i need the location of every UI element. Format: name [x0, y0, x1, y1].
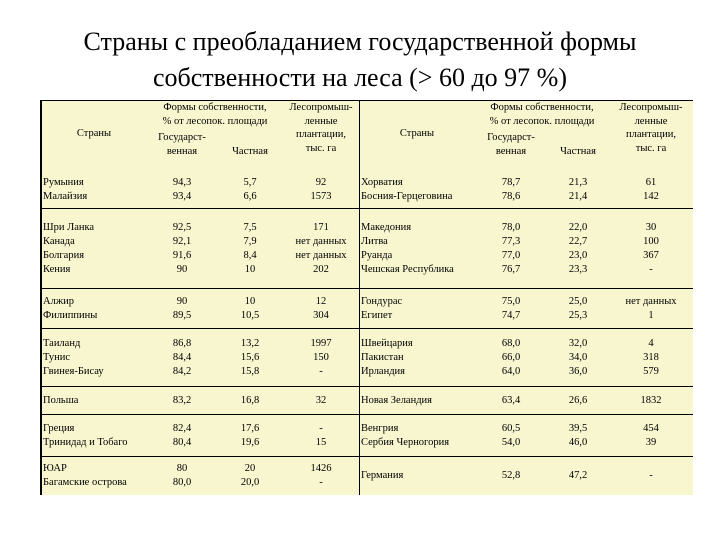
left-country-cell: Польша	[43, 395, 79, 406]
left-private-share-cell: 15,6	[240, 352, 260, 363]
right-state-share-cell: 78,0	[501, 222, 521, 233]
right-country-cell: Литва	[361, 236, 388, 247]
row-divider	[41, 456, 693, 457]
left-state-share-cell: 91,6	[172, 250, 192, 261]
left-country-cell: Филиппины	[43, 310, 98, 321]
right-plantations-cell: 100	[643, 236, 659, 247]
left-private-share-cell: 7,5	[243, 222, 257, 233]
left-country-cell: Гвинея-Бисау	[43, 366, 104, 377]
left-plantations-cell: 202	[313, 264, 329, 275]
header-forms-left: Формы собственности, % от лесопок. площади	[162, 102, 268, 127]
title-line-2: собственности на леса (> 60 до 97 %)	[152, 63, 567, 92]
right-plantations-cell: 454	[643, 423, 659, 434]
right-country-cell: Чешская Республика	[361, 264, 454, 275]
left-country-cell: Таиланд	[43, 338, 81, 349]
right-state-share-cell: 68,0	[501, 338, 521, 349]
right-plantations-cell: 367	[643, 250, 659, 261]
right-plantations-cell: -	[649, 470, 653, 481]
right-plantations-cell: 1	[648, 310, 654, 321]
right-private-share-cell: 46,0	[568, 437, 588, 448]
forest-ownership-table	[40, 100, 693, 495]
header-private-right: Частная	[560, 146, 596, 157]
right-state-share-cell: 54,0	[501, 437, 521, 448]
left-private-share-cell: 10,5	[240, 310, 260, 321]
left-private-share-cell: 8,4	[243, 250, 257, 261]
left-country-cell: Алжир	[43, 296, 74, 307]
left-private-share-cell: 13,2	[240, 338, 260, 349]
right-country-cell: Сербия Черногория	[361, 437, 450, 448]
right-plantations-cell: -	[649, 264, 653, 275]
header-forms-right: Формы собственности, % от лесопок. площади	[489, 102, 595, 127]
right-private-share-cell: 39,5	[568, 423, 588, 434]
right-country-cell: Швейцария	[361, 338, 413, 349]
left-plantations-cell: нет данных	[295, 250, 347, 261]
right-country-cell: Гондурас	[361, 296, 403, 307]
left-plantations-cell: 304	[313, 310, 329, 321]
left-state-share-cell: 82,4	[172, 423, 192, 434]
row-divider	[41, 414, 693, 415]
left-private-share-cell: 7,9	[243, 236, 257, 247]
left-state-share-cell: 84,4	[172, 352, 192, 363]
left-state-share-cell: 92,1	[172, 236, 192, 247]
right-country-cell: Новая Зеландия	[361, 395, 432, 406]
left-plantations-cell: 1426	[310, 463, 332, 474]
left-private-share-cell: 20,0	[240, 477, 260, 488]
right-state-share-cell: 52,8	[501, 470, 521, 481]
left-state-share-cell: 80	[176, 463, 188, 474]
right-country-cell: Венгрия	[361, 423, 399, 434]
column-divider	[41, 101, 42, 495]
left-plantations-cell: 171	[313, 222, 329, 233]
left-state-share-cell: 90	[176, 296, 188, 307]
left-state-share-cell: 86,8	[172, 338, 192, 349]
header-countries-left: Страны	[76, 128, 112, 139]
left-plantations-cell: -	[319, 477, 323, 488]
header-private-left: Частная	[232, 146, 268, 157]
left-state-share-cell: 80,0	[172, 477, 192, 488]
left-state-share-cell: 84,2	[172, 366, 192, 377]
right-private-share-cell: 23,3	[568, 264, 588, 275]
left-plantations-cell: 150	[313, 352, 329, 363]
left-plantations-cell: -	[319, 423, 323, 434]
right-private-share-cell: 25,3	[568, 310, 588, 321]
left-private-share-cell: 10	[244, 264, 256, 275]
right-country-cell: Пакистан	[361, 352, 404, 363]
left-plantations-cell: нет данных	[295, 236, 347, 247]
right-private-share-cell: 21,3	[568, 177, 588, 188]
right-state-share-cell: 76,7	[501, 264, 521, 275]
left-plantations-cell: -	[319, 366, 323, 377]
left-plantations-cell: 15	[315, 437, 327, 448]
header-plantations-right: Лесопромыш- ленные плантации, тыс. га	[619, 102, 683, 154]
right-private-share-cell: 34,0	[568, 352, 588, 363]
title-line-1: Страны с преобладанием государственной формы	[83, 27, 637, 56]
row-divider	[41, 386, 693, 387]
left-private-share-cell: 19,6	[240, 437, 260, 448]
column-divider	[359, 101, 360, 495]
right-state-share-cell: 74,7	[501, 310, 521, 321]
right-plantations-cell: 579	[643, 366, 659, 377]
right-state-share-cell: 77,0	[501, 250, 521, 261]
left-country-cell: Болгария	[43, 250, 85, 261]
left-plantations-cell: 92	[315, 177, 327, 188]
left-private-share-cell: 20	[244, 463, 256, 474]
left-private-share-cell: 15,8	[240, 366, 260, 377]
left-state-share-cell: 92,5	[172, 222, 192, 233]
right-state-share-cell: 78,7	[501, 177, 521, 188]
left-plantations-cell: 1997	[310, 338, 332, 349]
right-private-share-cell: 22,0	[568, 222, 588, 233]
right-country-cell: Германия	[361, 470, 404, 481]
right-private-share-cell: 22,7	[568, 236, 588, 247]
right-private-share-cell: 47,2	[568, 470, 588, 481]
header-state-left: Государст- венная	[158, 132, 206, 157]
left-country-cell: Багамские острова	[43, 477, 127, 488]
right-plantations-cell: 30	[645, 222, 657, 233]
row-divider	[41, 328, 693, 329]
left-private-share-cell: 10	[244, 296, 256, 307]
right-private-share-cell: 21,4	[568, 191, 588, 202]
right-country-cell: Руанда	[361, 250, 393, 261]
left-private-share-cell: 6,6	[243, 191, 257, 202]
left-state-share-cell: 89,5	[172, 310, 192, 321]
left-private-share-cell: 5,7	[243, 177, 257, 188]
left-country-cell: Канада	[43, 236, 75, 247]
header-countries-right: Страны	[399, 128, 435, 139]
left-private-share-cell: 17,6	[240, 423, 260, 434]
header-state-right: Государст- венная	[487, 132, 535, 157]
right-state-share-cell: 66,0	[501, 352, 521, 363]
left-country-cell: Шри Ланка	[43, 222, 95, 233]
right-private-share-cell: 26,6	[568, 395, 588, 406]
row-divider	[41, 288, 693, 289]
right-state-share-cell: 63,4	[501, 395, 521, 406]
left-state-share-cell: 93,4	[172, 191, 192, 202]
right-plantations-cell: 318	[643, 352, 659, 363]
right-private-share-cell: 25,0	[568, 296, 588, 307]
right-state-share-cell: 75,0	[501, 296, 521, 307]
left-country-cell: Румыния	[43, 177, 84, 188]
right-private-share-cell: 23,0	[568, 250, 588, 261]
right-country-cell: Хорватия	[361, 177, 403, 188]
left-plantations-cell: 1573	[310, 191, 332, 202]
right-state-share-cell: 60,5	[501, 423, 521, 434]
left-plantations-cell: 32	[315, 395, 327, 406]
row-divider	[41, 208, 693, 209]
header-plantations-left: Лесопромыш- ленные плантации, тыс. га	[289, 102, 353, 154]
left-country-cell: ЮАР	[43, 463, 67, 474]
left-country-cell: Греция	[43, 423, 75, 434]
right-plantations-cell: 1832	[640, 395, 662, 406]
right-plantations-cell: нет данных	[625, 296, 677, 307]
left-country-cell: Кения	[43, 264, 71, 275]
right-private-share-cell: 36,0	[568, 366, 588, 377]
page-title	[0, 24, 720, 96]
left-state-share-cell: 94,3	[172, 177, 192, 188]
left-country-cell: Малайзия	[43, 191, 88, 202]
right-private-share-cell: 32,0	[568, 338, 588, 349]
left-state-share-cell: 83,2	[172, 395, 192, 406]
left-private-share-cell: 16,8	[240, 395, 260, 406]
right-state-share-cell: 78,6	[501, 191, 521, 202]
right-country-cell: Ирландия	[361, 366, 406, 377]
right-plantations-cell: 39	[645, 437, 657, 448]
right-plantations-cell: 142	[643, 191, 659, 202]
right-country-cell: Египет	[361, 310, 393, 321]
left-state-share-cell: 90	[176, 264, 188, 275]
left-country-cell: Тринидад и Тобаго	[43, 437, 128, 448]
right-plantations-cell: 61	[645, 177, 657, 188]
right-state-share-cell: 77,3	[501, 236, 521, 247]
right-country-cell: Босния-Герцеговина	[361, 191, 453, 202]
right-plantations-cell: 4	[648, 338, 654, 349]
left-plantations-cell: 12	[315, 296, 327, 307]
left-state-share-cell: 80,4	[172, 437, 192, 448]
right-state-share-cell: 64,0	[501, 366, 521, 377]
left-country-cell: Тунис	[43, 352, 71, 363]
right-country-cell: Македония	[361, 222, 412, 233]
